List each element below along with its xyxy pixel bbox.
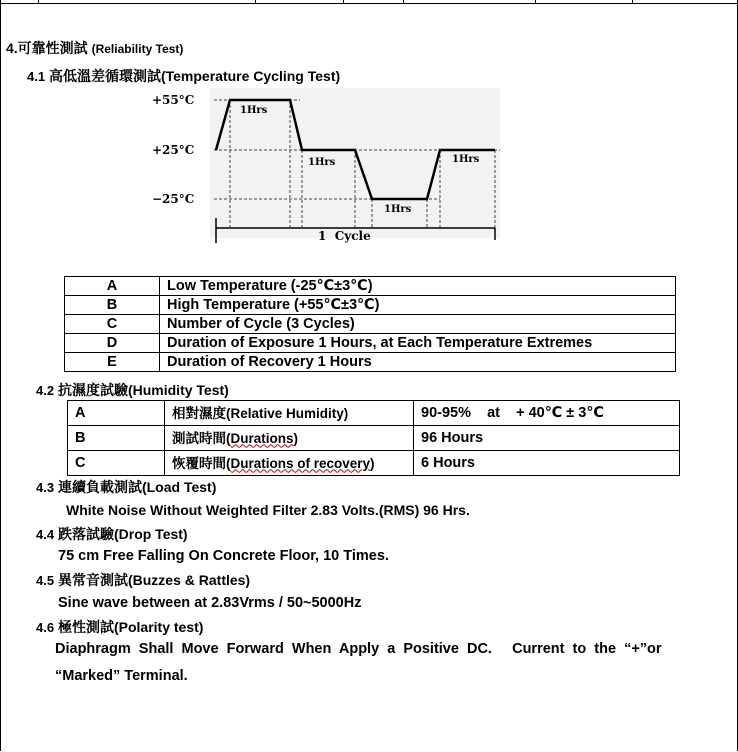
temperature-cycle-diagram [150,88,510,248]
section-4-6-heading [36,617,203,637]
section-4-3-heading [36,477,216,497]
humidity-params-table [67,400,680,476]
section-title: 極性測試(Polarity test) [57,619,204,635]
row-value: High Temperature (+55℃±3℃) [160,296,676,315]
row-name [165,426,414,451]
row-key: A [65,277,160,296]
section-4-heading [6,38,183,58]
temperature-params-table [64,276,676,372]
row-value: Low Temperature (-25℃±3℃) [160,277,676,296]
row-name-close: ) [293,430,299,446]
section-title: 抗濕度試驗(Humidity Test) [57,382,229,398]
segment-label: 1Hrs [384,204,412,215]
row-key: C [68,451,165,476]
row-key: B [65,296,160,315]
top-tick [38,0,39,3]
table-row [68,451,680,476]
section-4-4-heading [36,524,188,544]
top-tick [255,0,256,3]
section-title: 跌落試驗(Drop Test) [57,526,188,542]
table-row [68,426,680,451]
section-4-1-heading [27,66,340,86]
section-4-4-body: 75 cm Free Falling On Concrete Floor, 10 Times. [58,548,389,564]
top-tick [403,0,404,3]
y-label-minus25: −25°C [152,192,195,206]
row-name-cn: 測試時間( [172,430,231,446]
section-title: 異常音測試(Buzzes & Rattles) [57,572,251,588]
section-number: 4.6 [36,620,55,635]
section-number: 4.3 [36,480,55,495]
top-tick [535,0,536,3]
row-value: Number of Cycle (3 Cycles) [160,315,676,334]
top-tick [632,0,633,3]
section-number: 4.5 [36,573,55,588]
row-name-cn: 恢覆時間( [172,455,231,471]
row-key: D [65,334,160,353]
section-title: 高低溫差循環測試(Temperature Cycling Test) [48,68,341,84]
section-4-title: 4.可靠性測試 [6,40,88,56]
section-number: 4.2 [36,383,55,398]
section-4-6-line-2: “Marked” Terminal. [55,668,188,684]
row-value: 90-95% at + 40℃ ± 3℃ [414,401,680,426]
top-rule [0,3,738,4]
row-key: A [68,401,165,426]
section-4-5-body: Sine wave between at 2.83Vrms / 50~5000Hz [58,595,362,611]
table-row [65,296,676,315]
section-title: 連續負載測試(Load Test) [57,479,217,495]
section-4-5-heading [36,570,250,590]
row-value: Duration of Exposure 1 Hours, at Each Temperature Extremes [160,334,676,353]
table-row [65,315,676,334]
segment-label: 1Hrs [308,157,336,168]
row-name-en: Durations [230,430,294,446]
table-row [65,353,676,372]
segment-label: 1Hrs [240,105,268,116]
row-name [165,451,414,476]
row-value: Duration of Recovery 1 Hours [160,353,676,372]
row-key: C [65,315,160,334]
y-label-55: +55°C [152,93,195,107]
table-row [65,334,676,353]
row-key: E [65,353,160,372]
row-name-en: Durations of recovery [230,455,371,471]
section-number: 4.4 [36,527,55,542]
section-number: 4.1 [27,69,46,84]
y-label-25: +25°C [152,143,195,157]
row-value: 96 Hours [414,426,680,451]
section-4-6-line-1: Diaphragm Shall Move Forward When Apply a Positive DC. Current to the “+”or [55,641,662,657]
top-tick [343,0,344,3]
cycle-label: 1 Cycle [318,229,371,243]
row-name-close: ) [370,455,375,471]
section-4-3-body: White Noise Without Weighted Filter 2.83 Volts.(RMS) 96 Hrs. [66,502,470,518]
table-row [68,401,680,426]
row-key: B [68,426,165,451]
segment-label: 1Hrs [452,154,480,165]
row-value: 6 Hours [414,451,680,476]
table-row [65,277,676,296]
row-name: 相對濕度(Relative Humidity) [165,401,414,426]
section-4-subtitle: (Reliability Test) [91,42,184,56]
section-4-2-heading [36,380,229,400]
